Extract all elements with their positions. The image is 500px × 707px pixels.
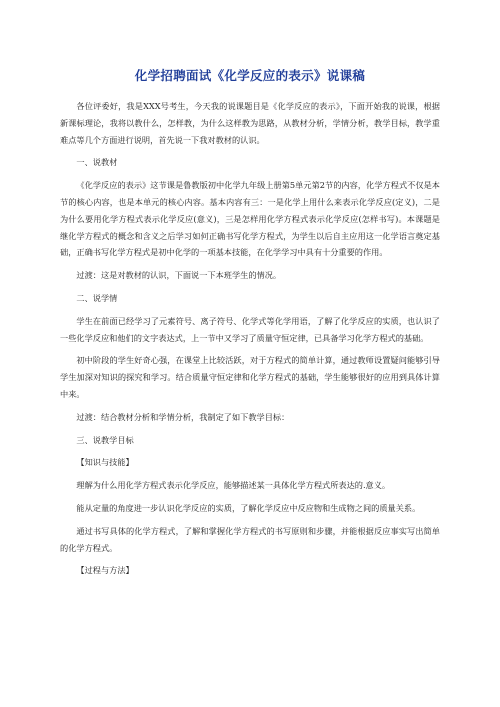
body-paragraph: 通过书写具体的化学方程式，了解和掌握化学方程式的书写原则和步骤，并能根据反应事实写出简单的化学方程式。 [60, 525, 440, 553]
subsection-heading: 【过程与方法】 [76, 565, 134, 576]
transition-paragraph: 过渡：结合教材分析和学情分析，我制定了如下教学目标： [76, 411, 290, 422]
section-heading: 二、说学情 [76, 292, 118, 303]
section-heading: 三、说教学目标 [76, 434, 134, 445]
body-paragraph: 能从定量的角度进一步认识化学反应的实质，了解化学反应中反应物和生成物之间的质量关系。 [76, 502, 421, 513]
subsection-heading: 【知识与技能】 [76, 457, 134, 468]
document-title: 化学招聘面试《化学反应的表示》说课稿 [134, 68, 366, 83]
body-paragraph: 初中阶段的学生好奇心强，在课堂上比较活跃，对于方程式的简单计算，通过教师设置疑问能够引导学生加深对知识的探究和学习。结合质量守恒定律和化学方程式的基础，学生能够很好的应用到具体计算中来。 [60, 355, 440, 399]
body-paragraph: 学生在前面已经学习了元素符号、离子符号、化学式等化学用语，了解了化学反应的实质，也认识了一些化学反应和他们的文字表达式，上一节中又学习了质量守恒定律，已具备学习化学方程式的基础。 [60, 315, 440, 343]
body-paragraph: 《化学反应的表示》这节课是鲁教版初中化学九年级上册第5单元第2节的内容，化学方程式不仅是本节的核心内容，也是本单元的核心内容。基本内容有三：一是化学上用什么来表示化学反应(定义)，二是为什么要用化学方程式表示化学反应(意义)，三是怎样用化学方程式表示化学反应(怎样书写)。本课题是继化学方程式的概念和含义之后学习如何正确书写化学方程式，为学生以后自主应用这一化学语言奠定基础，正确书写化学方程式是初中化学的一项基本技能，在化学学习中具有十分重要的作用。 [60, 180, 440, 258]
transition-paragraph: 过渡：这是对教材的认识，下面说一下本班学生的情况。 [76, 270, 282, 281]
document-body [60, 98, 440, 579]
intro-paragraph: 各位评委好，我是XXX号考生，今天我的说课题目是《化学反应的表示》，下面开始我的说课，根据新课标理论，我将以教什么，怎样教，为什么这样教为思路，从教材分析，学情分析，教学目标，教学重难点等几个方面进行说明，首先说一下我对教材的认识。 [60, 101, 440, 145]
section-heading: 一、说教材 [76, 157, 118, 168]
body-paragraph: 理解为什么用化学方程式表示化学反应，能够描述某一具体化学方程式所表达的.意义。 [76, 480, 391, 491]
